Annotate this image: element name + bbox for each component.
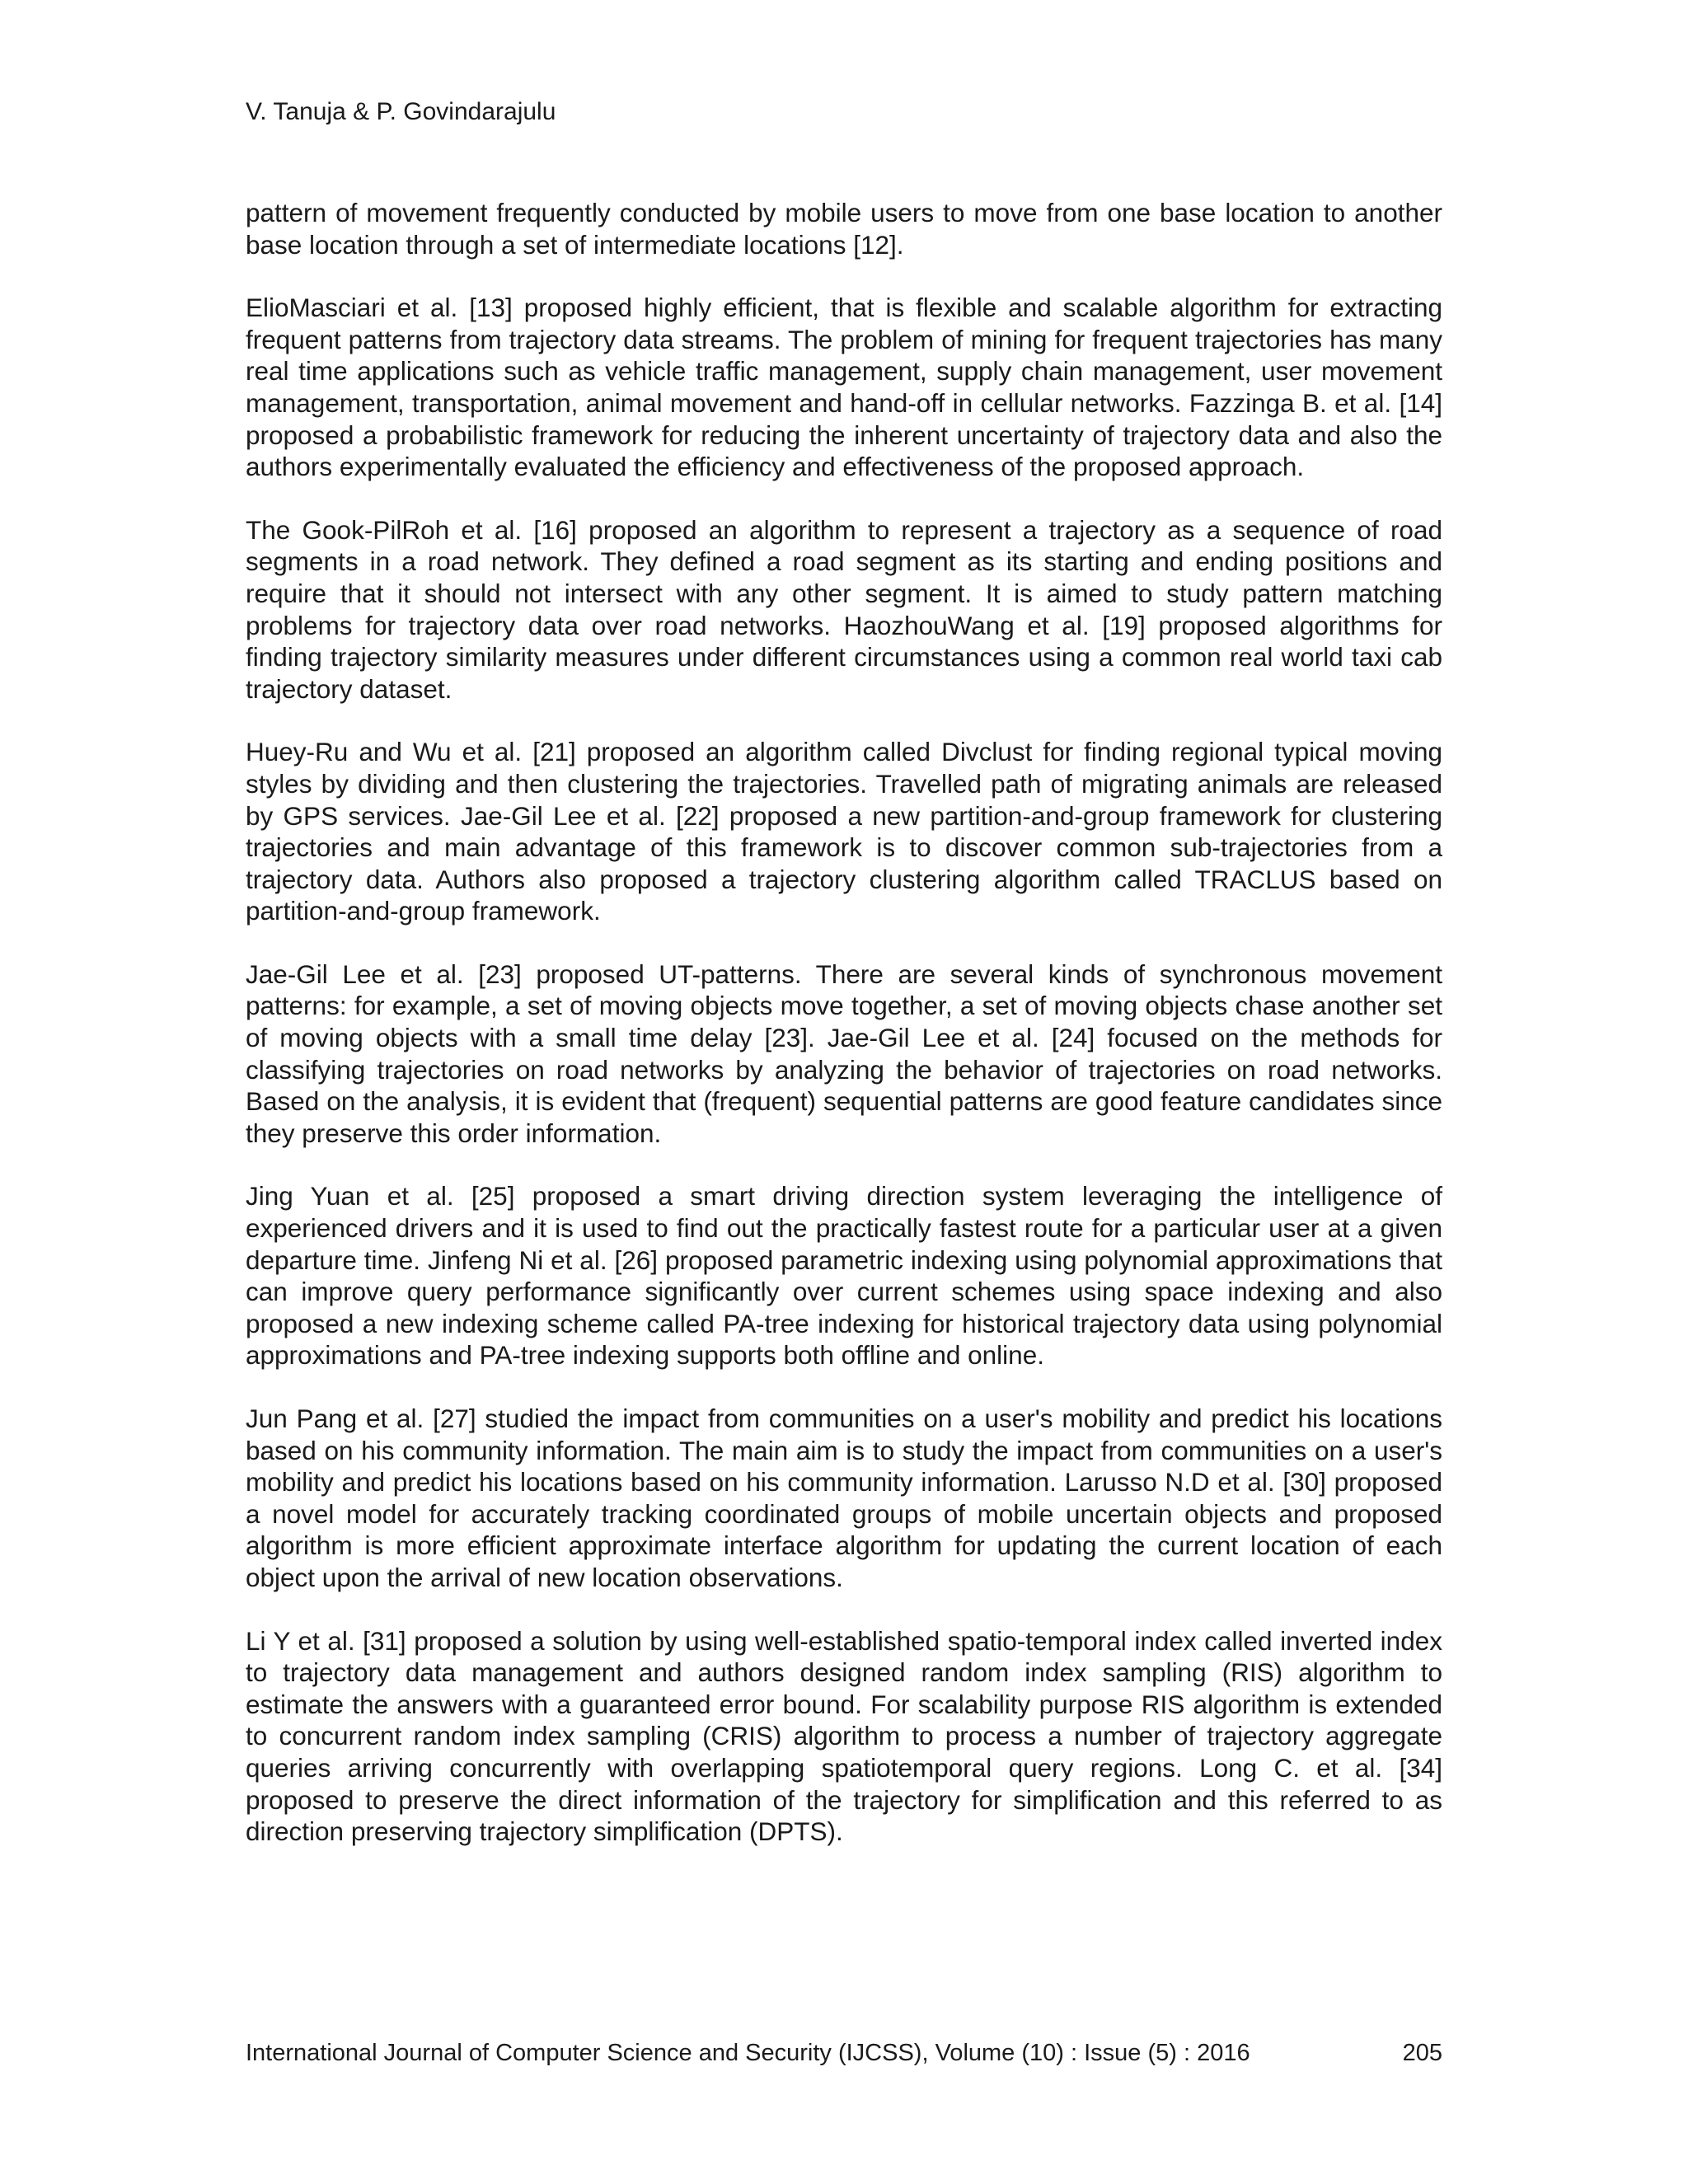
running-head-authors: V. Tanuja & P. Govindarajulu bbox=[246, 98, 556, 125]
paragraph-6: Jing Yuan et al. [25] proposed a smart driving direction system leveraging the intelligence of experienced drivers and it is used to find out the practically fastest route for a particular user at a given departure time. Jinfeng Ni et al. [26] proposed parametric indexing using polynomial approximations that can improve query performance significantly over current schemes using space indexing and also proposed a new indexing scheme called PA-tree indexing for historical trajectory data using polynomial approximations and PA-tree indexing supports both offline and online. bbox=[246, 1181, 1442, 1371]
body-text bbox=[246, 197, 1442, 1879]
paragraph-7: Jun Pang et al. [27] studied the impact from communities on a user's mobility and predict his locations based on his community information. The main aim is to study the impact from communities on a user's mobility and predict his locations based on his community information. Larusso N.D et al. [30] proposed a novel model for accurately tracking coordinated groups of mobile uncertain objects and proposed algorithm is more efficient approximate interface algorithm for updating the current location of each object upon the arrival of new location observations. bbox=[246, 1404, 1442, 1592]
paragraph-4: Huey-Ru and Wu et al. [21] proposed an algorithm called Divclust for finding regional typical moving styles by dividing and then clustering the trajectories. Travelled path of migrating animals are released by GPS services. Jae-Gil Lee et al. [22] proposed a new partition-and-group framework for clustering trajectories and main advantage of this framework is to discover common sub-trajectories from a trajectory data. Authors also proposed a trajectory clustering algorithm called TRACLUS based on partition-and-group framework. bbox=[246, 737, 1442, 926]
paragraph-2: ElioMasciari et al. [13] proposed highly efficient, that is flexible and scalable algorithm for extracting frequent patterns from trajectory data streams. The problem of mining for frequent trajectories has many real time applications such as vehicle traffic management, supply chain management, user movement management, transportation, animal movement and hand-off in cellular networks. Fazzinga B. et al. [14] proposed a probabilistic framework for reducing the inherent uncertainty of trajectory data and also the authors experimentally evaluated the efficiency and effectiveness of the proposed approach. bbox=[246, 293, 1442, 482]
page-footer bbox=[246, 2038, 1442, 2068]
paragraph-1: pattern of movement frequently conducted by mobile users to move from one base location to another base location through a set of intermediate locations [12]. bbox=[246, 198, 1442, 260]
paragraph-5: Jae-Gil Lee et al. [23] proposed UT-patterns. There are several kinds of synchronous movement patterns: for example, a set of moving objects move together, a set of moving objects chase another set of moving objects with a small time delay [23]. Jae-Gil Lee et al. [24] focused on the methods for classifying trajectories on road networks by analyzing the behavior of trajectories on road networks. Based on the analysis, it is evident that (frequent) sequential patterns are good feature candidates since they preserve this order information. bbox=[246, 958, 1442, 1148]
footer-journal-citation: International Journal of Computer Science and Security (IJCSS), Volume (10) : Issue (5) : 2016 bbox=[246, 2040, 1250, 2066]
footer-page-number: 205 bbox=[1402, 2040, 1442, 2066]
paragraph-3: The Gook-PilRoh et al. [16] proposed an algorithm to represent a trajectory as a sequence of road segments in a road network. They defined a road segment as its starting and ending positions and require that it should not intersect with any other segment. It is aimed to study pattern matching problems for trajectory data over road networks. HaozhouWang et al. [19] proposed algorithms for finding trajectory similarity measures under different circumstances using a common real world taxi cab trajectory dataset. bbox=[246, 514, 1442, 704]
paragraph-8: Li Y et al. [31] proposed a solution by using well-established spatio-temporal index called inverted index to trajectory data management and authors designed random index sampling (RIS) algorithm to estimate the answers with a guaranteed error bound. For scalability purpose RIS algorithm is extended to concurrent random index sampling (CRIS) algorithm to process a number of trajectory aggregate queries arriving concurrently with overlapping spatiotemporal query regions. Long C. et al. [34] proposed to preserve the direct information of the trajectory for simplification and this referred to as direction preserving trajectory simplification (DPTS). bbox=[246, 1625, 1442, 1847]
